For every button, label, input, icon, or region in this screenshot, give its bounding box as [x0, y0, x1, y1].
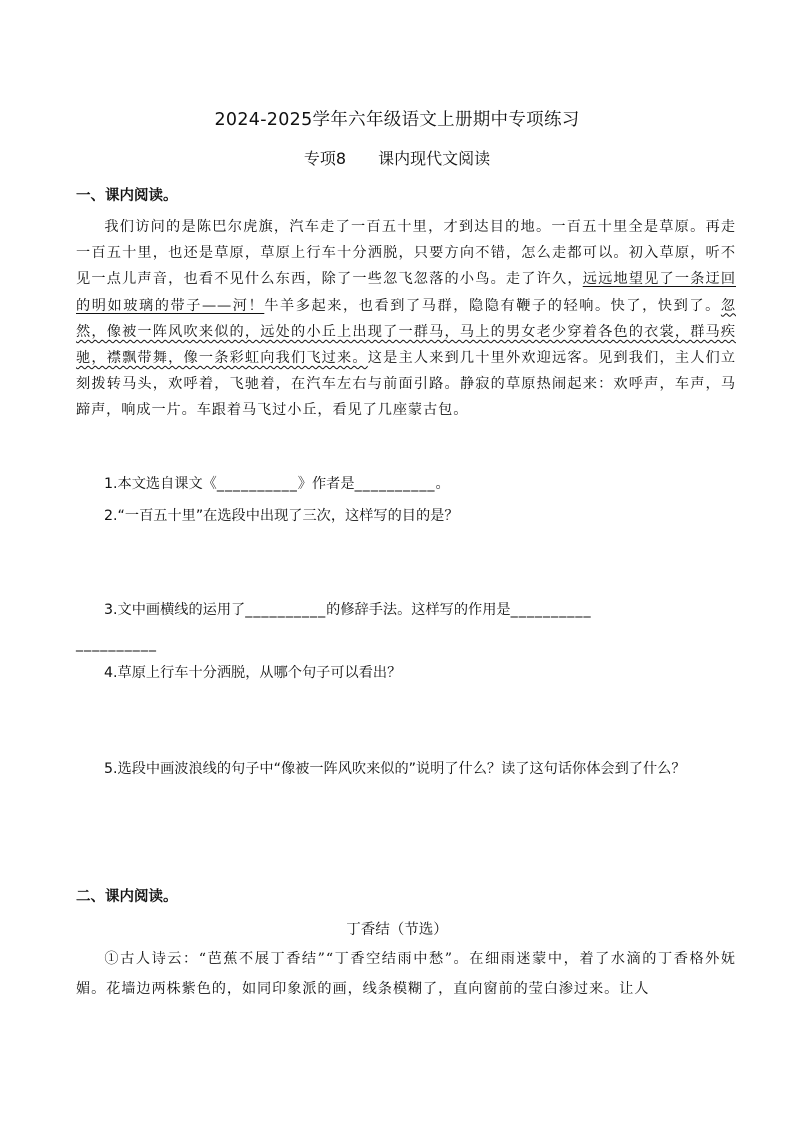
passage-text-c: 这是主人来到几十里外欢迎远客。见到我们，主人们立刻拨转马头，欢呼着，飞驰着，在汽车左右与前面引路。静寂的草原热闹起来：欢呼声，车声，马蹄声，响成一片。车跟着马飞过小丘，看见了几座蒙古包。: [76, 350, 736, 419]
answer-blank[interactable]: __________: [354, 476, 436, 492]
section-1-heading: 一、课内阅读。: [76, 188, 178, 204]
section-2-passage: ①古人诗云：“芭蕉不展丁香结”“丁香空结雨中愁”。在细雨迷蒙中，着了水滴的丁香格外妩媚。花墙边两株紫色的，如同印象派的画，线条模糊了，直向窗前的莹白渗过来。让人: [76, 951, 736, 997]
subtitle-topic-name: 课内现代文阅读: [378, 149, 491, 168]
question-1: [104, 471, 450, 497]
passage-text-a: 我们访问的是陈巴尔虎旗，汽车走了一百五十里，才到达目的地。一百五十里全是草原。再走一百五十里，也还是草原，草原上行车十分洒脱，只要方向不错，怎么走都可以。初入草原，听不见一点儿声音，也看不见什么东西，除了一些忽飞忽落的小鸟。走了许久，: [76, 219, 736, 288]
answer-blank[interactable]: __________: [510, 602, 592, 618]
question-1-text-b: 》作者是: [297, 476, 355, 492]
question-3-text-b: 的修辞手法。这样写的作用是: [326, 602, 511, 618]
passage-wavy-sentence: 忽然，像被一阵风吹来似的，远处的小丘上出现了一群马，马上的男女老少穿着各色的衣裳，群马疾驰，襟飘带舞，像一条彩虹向我们飞过来。: [76, 297, 736, 367]
question-1-text-a: 1.本文选自课文《: [104, 476, 217, 492]
question-2: 2.“一百五十里”在选段中出现了三次，这样写的目的是？: [104, 508, 459, 524]
question-3-text-a: 3.文中画横线的运用了: [104, 602, 246, 618]
passage-underlined-sentence: 远远地望见了一条迂回的明如玻璃的带子——河！: [76, 271, 736, 314]
section-1-passage: [76, 214, 736, 424]
question-3: [104, 597, 592, 623]
question-1-text-c: 。: [435, 476, 450, 492]
section-2-heading: 二、课内阅读。: [76, 889, 178, 905]
section-2-reading-title: 丁香结（节选）: [346, 922, 448, 938]
question-3-continuation: [76, 631, 157, 657]
answer-blank[interactable]: __________: [216, 476, 298, 492]
page-title: 2024-2025学年六年级语文上册期中专项练习: [214, 110, 580, 130]
answer-blank[interactable]: __________: [245, 602, 327, 618]
page-subtitle: [0, 146, 794, 169]
question-5: 5.选段中画波浪线的句子中“像被一阵风吹来似的”说明了什么？读了这句话你体会到了什么？: [104, 761, 686, 777]
subtitle-topic-number: 专项8: [303, 149, 347, 168]
passage-text-b: 牛羊多起来，也看到了马群，隐隐有鞭子的轻响。快了，快到了。: [264, 297, 721, 314]
answer-blank[interactable]: __________: [76, 636, 157, 652]
question-4: 4.草原上行车十分洒脱，从哪个句子可以看出？: [104, 665, 402, 681]
